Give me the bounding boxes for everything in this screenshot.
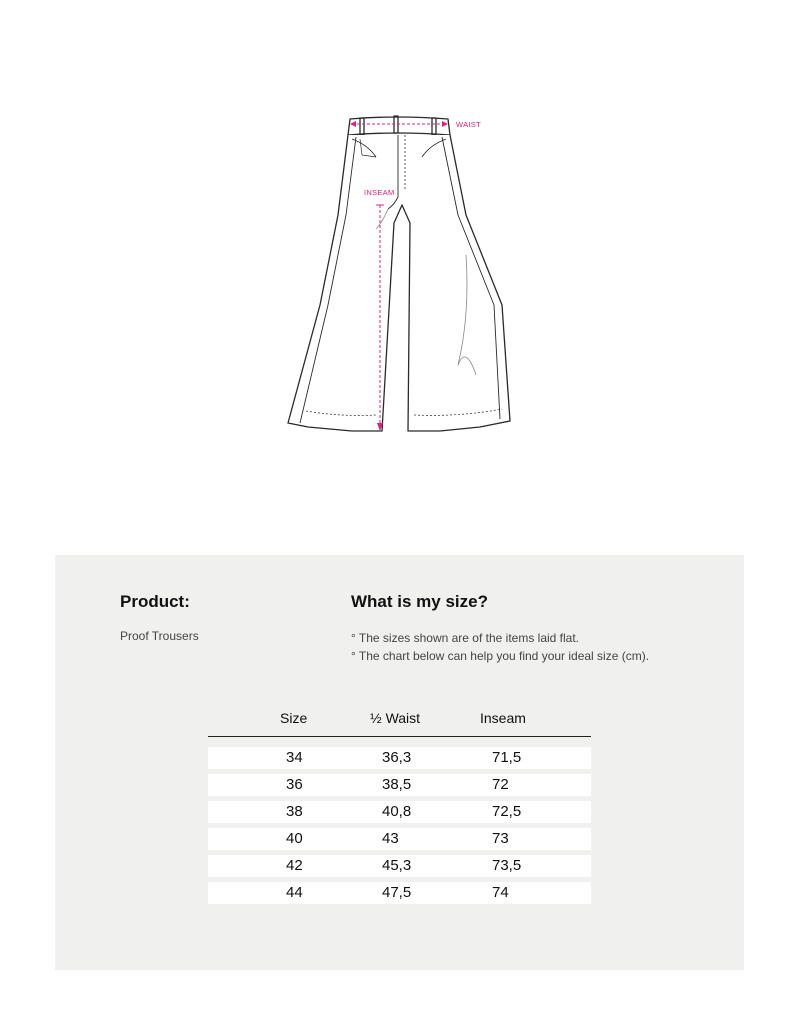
cell-half-waist: 45,3 (382, 857, 412, 874)
product-heading: Product: (120, 592, 190, 611)
table-row (208, 882, 591, 904)
size-notes (351, 629, 649, 665)
cell-half-waist: 43 (382, 830, 399, 847)
table-row (208, 747, 591, 769)
cell-size: 40 (286, 830, 303, 847)
size-note: ° The chart below can help you find your ideal size (cm). (351, 649, 650, 663)
cell-half-waist: 38,5 (382, 776, 412, 793)
cell-half-waist: 47,5 (382, 884, 412, 901)
cell-inseam: 73,5 (492, 857, 522, 874)
inseam-label: INSEAM (364, 188, 395, 197)
product-section (120, 592, 190, 612)
cell-inseam: 72,5 (492, 803, 522, 820)
table-row (208, 828, 591, 850)
cell-inseam: 74 (492, 884, 509, 901)
cell-inseam: 72 (492, 776, 509, 793)
table-row (208, 855, 591, 877)
size-help-section (351, 592, 488, 612)
size-note: ° The sizes shown are of the items laid flat. (351, 631, 580, 645)
cell-half-waist: 40,8 (382, 803, 412, 820)
size-table (208, 708, 591, 909)
cell-size: 36 (286, 776, 303, 793)
cell-inseam: 71,5 (492, 749, 522, 766)
cell-size: 34 (286, 749, 303, 766)
trousers-illustration (270, 105, 530, 450)
product-name: Proof Trousers (120, 629, 199, 643)
cell-size: 42 (286, 857, 303, 874)
cell-half-waist: 36,3 (382, 749, 412, 766)
waist-label: WAIST (456, 120, 481, 129)
table-row (208, 774, 591, 796)
cell-size: 44 (286, 884, 303, 901)
size-help-heading: What is my size? (351, 592, 488, 611)
header-size: Size (280, 710, 308, 726)
header-inseam: Inseam (480, 710, 526, 726)
cell-inseam: 73 (492, 830, 509, 847)
table-row (208, 801, 591, 823)
header-half-waist: ½ Waist (370, 710, 421, 726)
size-table-header (208, 708, 591, 737)
cell-size: 38 (286, 803, 303, 820)
